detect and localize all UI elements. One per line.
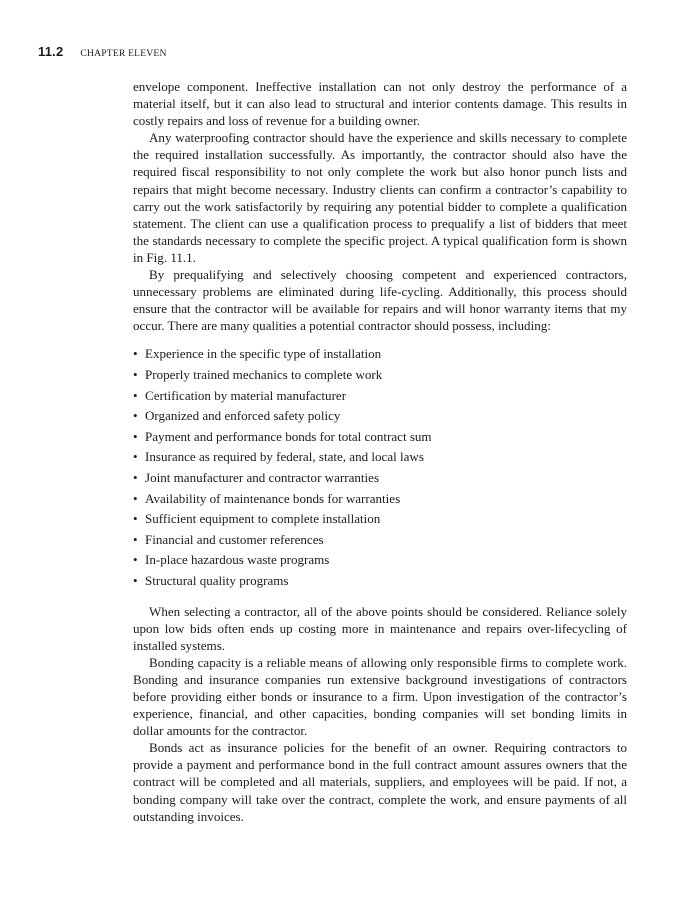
list-item: • In-place hazardous waste programs [133, 551, 627, 572]
list-item: • Certification by material manufacturer [133, 387, 627, 408]
paragraph-continuation: envelope component. Ineffective installation can not only destroy the performance of a material itself, but it can also lead to structural and interior contents damage. This results in costly repairs and loss of revenue for a building owner. [133, 79, 627, 129]
paragraph-bonds-insurance: Bonds act as insurance policies for the benefit of an owner. Requiring contractors to provide a payment and performance bond in the full contract amount assures owners that the contract will be completed and all materials, suppliers, and employees will be paid. If not, a bonding company will take over the contract, complete the work, and ensure payments of all outstanding invoices. [133, 740, 627, 824]
list-item: • Joint manufacturer and contractor warranties [133, 469, 627, 490]
paragraph-bonding-capacity: Bonding capacity is a reliable means of allowing only responsible firms to complete work. Bonding and insurance companies run extensive background investigations of contractors before providing either bonds or insurance to a firm. Upon investigation of the contractor’s experience, financial, and other capacities, bonding companies will set bonding limits in dollar amounts for the contractor. [133, 654, 627, 739]
list-item: • Sufficient equipment to complete installation [133, 510, 627, 531]
list-item: • Availability of maintenance bonds for warranties [133, 490, 627, 511]
qualities-list [133, 345, 627, 592]
paragraph-prequalifying: By prequalifying and selectively choosing competent and experienced contractors, unnecessary problems are eliminated during life-cycling. Additionally, this process should ensure that the contractor will be available for repairs and will honor warranty items that my occur. There are many qualities a potential contractor should possess, including: [133, 267, 627, 334]
list-item: • Payment and performance bonds for total contract sum [133, 428, 627, 449]
paragraph-contractor-skills: Any waterproofing contractor should have the experience and skills necessary to complete the required installation successfully. As importantly, the contractor should also have the required fiscal responsibility to not only complete the work but also honor punch lists and repairs that might become necessary. Industry clients can confirm a contractor’s capability to carry out the work satisfactorily by requiring any potential bidder to complete a qualification statement. The client can use a qualification process to prequalify a list of bidders that meet the standards necessary to complete the specific project. A typical qualification form is shown in Fig. 11.1. [133, 130, 627, 265]
body-text [133, 78, 627, 825]
list-item: • Structural quality programs [133, 572, 627, 593]
chapter-title: CHAPTER ELEVEN [80, 48, 167, 59]
list-item: • Properly trained mechanics to complete work [133, 366, 627, 387]
running-header [38, 44, 167, 59]
list-item: • Insurance as required by federal, state, and local laws [133, 448, 627, 469]
list-item: • Financial and customer references [133, 531, 627, 552]
page-number: 11.2 [38, 44, 64, 59]
paragraph-selecting-contractor: When selecting a contractor, all of the above points should be considered. Reliance solely upon low bids often ends up costing more in maintenance and repairs over-lifecycling of installed systems. [133, 603, 627, 653]
list-item: • Organized and enforced safety policy [133, 407, 627, 428]
list-item: • Experience in the specific type of installation [133, 345, 627, 366]
